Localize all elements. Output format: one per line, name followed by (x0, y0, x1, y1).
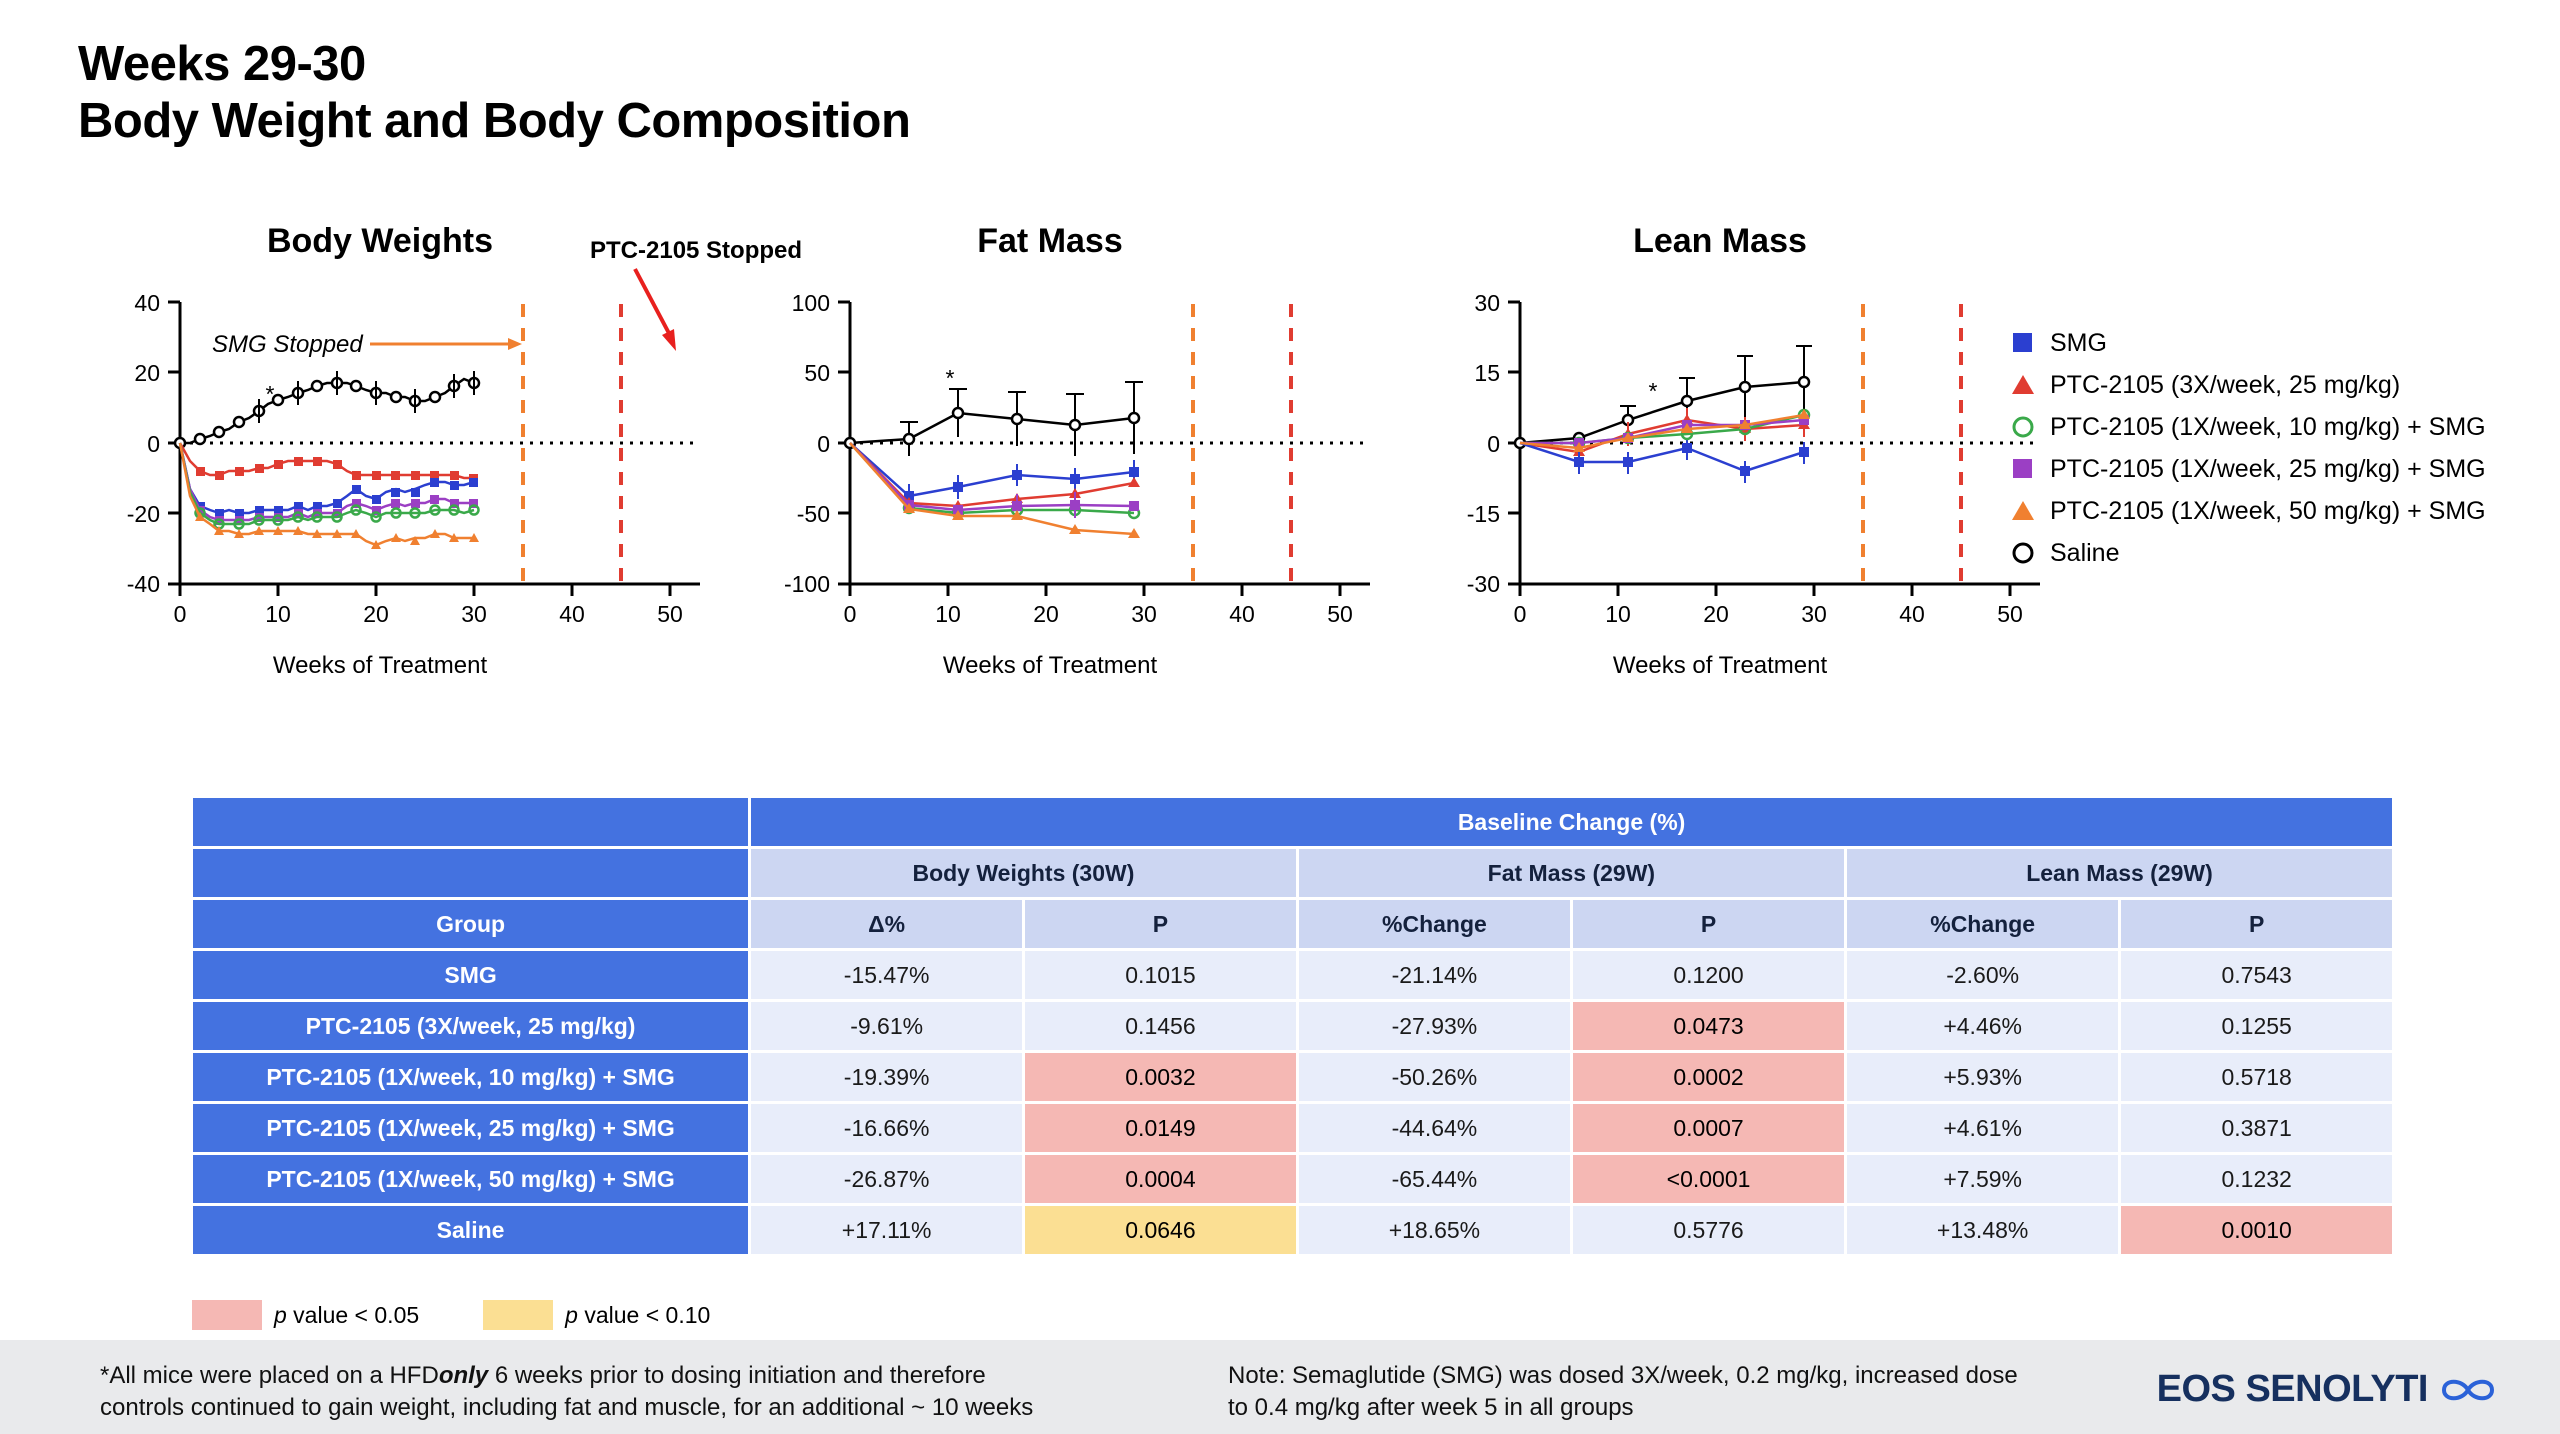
ptc-stopped-arrow (600, 265, 720, 355)
table-row-subheader (193, 900, 2392, 948)
svg-text:0: 0 (173, 601, 187, 627)
table-subheader: P (2121, 900, 2392, 948)
table-cell: 0.3871 (2121, 1104, 2392, 1152)
significance-asterisk: * (1648, 378, 1658, 404)
table-cell: 0.1232 (2121, 1155, 2392, 1203)
svg-text:-40: -40 (126, 571, 160, 597)
table-row (193, 1002, 2392, 1050)
table-row (193, 1155, 2392, 1203)
legend-label: SMG (2050, 328, 2107, 357)
table-cell: +7.59% (1847, 1155, 2118, 1203)
table-row-group: PTC-2105 (1X/week, 10 mg/kg) + SMG (193, 1053, 748, 1101)
table-cell: 0.0473 (1573, 1002, 1844, 1050)
results-table (190, 795, 2395, 1257)
svg-text:50: 50 (1327, 601, 1353, 627)
ptc-stopped-label: PTC-2105 Stopped (590, 237, 803, 264)
legend-label: PTC-2105 (1X/week, 25 mg/kg) + SMG (2050, 454, 2486, 483)
footnote-right-part2: to 0.4 mg/kg after week 5 in all groups (1228, 1393, 1634, 1421)
table-cell: 0.7543 (2121, 951, 2392, 999)
svg-text:-15: -15 (1466, 501, 1500, 527)
table-cell: 0.0002 (1573, 1053, 1844, 1101)
title-line-2: Body Weight and Body Composition (78, 93, 911, 148)
legend-item-smg[interactable] (2000, 330, 2486, 356)
legend-marker-square-icon (2000, 456, 2046, 482)
svg-text:-30: -30 (1466, 571, 1500, 597)
x-axis-label-fat-mass: Weeks of Treatment (942, 652, 1158, 679)
svg-text:50: 50 (804, 360, 830, 386)
p-legend-text: value < 0.10 (577, 1301, 711, 1328)
svg-text:-50: -50 (796, 501, 830, 527)
svg-text:50: 50 (1997, 601, 2023, 627)
svg-text:-100: -100 (783, 571, 830, 597)
chart-legend (2000, 330, 2486, 582)
svg-text:10: 10 (1605, 601, 1631, 627)
table-cell: +5.93% (1847, 1053, 2118, 1101)
p-value-legend (192, 1300, 760, 1330)
svg-text:-20: -20 (126, 501, 160, 527)
significance-asterisk: * (265, 381, 275, 407)
svg-text:0: 0 (817, 431, 830, 457)
legend-marker-triangle-icon (2000, 498, 2046, 524)
legend-item-ptc-1x-25[interactable] (2000, 456, 2486, 482)
table-subheader: Δ% (751, 900, 1022, 948)
table-cell: -27.93% (1299, 1002, 1570, 1050)
table-cell: -65.44% (1299, 1155, 1570, 1203)
title-line-1: Weeks 29-30 (78, 37, 366, 91)
legend-item-ptc-3x-25[interactable] (2000, 372, 2486, 398)
p-legend-item-010 (483, 1300, 710, 1330)
footnote-left-emphasis: only (438, 1362, 489, 1389)
svg-text:100: 100 (791, 290, 830, 316)
legend-label: Saline (2050, 538, 2120, 567)
table-row (193, 951, 2392, 999)
table-cell: 0.0004 (1025, 1155, 1296, 1203)
brand-text: EOS SENOLYTI (2156, 1368, 2428, 1410)
table-cell: 0.5776 (1573, 1206, 1844, 1254)
svg-text:20: 20 (134, 360, 160, 386)
p-legend-text: value < 0.05 (286, 1301, 420, 1328)
table-row-group: PTC-2105 (3X/week, 25 mg/kg) (193, 1002, 748, 1050)
table-row-group: PTC-2105 (1X/week, 25 mg/kg) + SMG (193, 1104, 748, 1152)
svg-text:20: 20 (1033, 601, 1059, 627)
p-legend-label (274, 1302, 419, 1329)
table-row (193, 1053, 2392, 1101)
legend-marker-square-icon (2000, 330, 2046, 356)
table-row-group: SMG (193, 951, 748, 999)
table-cell: 0.0007 (1573, 1104, 1844, 1152)
legend-marker-circle-icon (2000, 414, 2046, 440)
svg-text:0: 0 (147, 431, 160, 457)
table-cell: 0.0010 (2121, 1206, 2392, 1254)
svg-text:50: 50 (657, 601, 683, 627)
table-cell: +4.46% (1847, 1002, 2118, 1050)
table-cell: -21.14% (1299, 951, 1570, 999)
table-subheader: %Change (1847, 900, 2118, 948)
p-italic: p (274, 1301, 287, 1328)
p-legend-swatch-yellow (483, 1300, 553, 1330)
svg-text:30: 30 (461, 601, 487, 627)
table-row-top-header (193, 798, 2392, 846)
table-cell: 0.1015 (1025, 951, 1296, 999)
legend-item-saline[interactable] (2000, 540, 2486, 566)
table-row-group: PTC-2105 (1X/week, 50 mg/kg) + SMG (193, 1155, 748, 1203)
footnote-right (1228, 1360, 2168, 1423)
table-section-lean-mass: Lean Mass (29W) (1847, 849, 2392, 897)
svg-text:20: 20 (1703, 601, 1729, 627)
legend-label: PTC-2105 (3X/week, 25 mg/kg) (2050, 370, 2401, 399)
brand-logo (2157, 1368, 2498, 1411)
table-blank-cell (193, 849, 748, 897)
table-cell: 0.0032 (1025, 1053, 1296, 1101)
legend-item-ptc-1x-50[interactable] (2000, 498, 2486, 524)
table-cell: -15.47% (751, 951, 1022, 999)
table-cell: +17.11% (751, 1206, 1022, 1254)
table-cell: 0.5718 (2121, 1053, 2392, 1101)
footnote-left (100, 1360, 1180, 1423)
svg-text:40: 40 (1899, 601, 1925, 627)
footnote-left-part1: *All mice were placed on a HFD (100, 1362, 439, 1389)
legend-item-ptc-1x-10[interactable] (2000, 414, 2486, 440)
svg-text:0: 0 (843, 601, 857, 627)
p-italic: p (565, 1301, 578, 1328)
p-legend-label (565, 1302, 710, 1329)
table-cell: +4.61% (1847, 1104, 2118, 1152)
x-axis-label-lean-mass: Weeks of Treatment (1612, 652, 1828, 679)
table-cell: 0.0646 (1025, 1206, 1296, 1254)
table-cell: -19.39% (751, 1053, 1022, 1101)
table-cell: +18.65% (1299, 1206, 1570, 1254)
x-axis-label-body-weights: Weeks of Treatment (272, 652, 488, 679)
table-subheader: P (1573, 900, 1844, 948)
table-row-group: Saline (193, 1206, 748, 1254)
smg-stopped-label: SMG Stopped (212, 331, 363, 358)
table-cell: 0.1255 (2121, 1002, 2392, 1050)
svg-text:40: 40 (559, 601, 585, 627)
table-group-col-header: Group (193, 900, 748, 948)
svg-text:30: 30 (1474, 290, 1500, 316)
p-legend-item-005 (192, 1300, 419, 1330)
p-legend-swatch-pink (192, 1300, 262, 1330)
table-subheader: %Change (1299, 900, 1570, 948)
table-cell: -26.87% (751, 1155, 1022, 1203)
svg-text:10: 10 (935, 601, 961, 627)
table-row (193, 1104, 2392, 1152)
svg-text:0: 0 (1513, 601, 1527, 627)
svg-text:40: 40 (134, 290, 160, 316)
page-title (78, 36, 910, 150)
table-cell: -44.64% (1299, 1104, 1570, 1152)
table-cell: 0.1456 (1025, 1002, 1296, 1050)
svg-text:15: 15 (1474, 360, 1500, 386)
legend-label: PTC-2105 (1X/week, 10 mg/kg) + SMG (2050, 412, 2486, 441)
svg-text:20: 20 (363, 601, 389, 627)
table-cell: +13.48% (1847, 1206, 2118, 1254)
chart-title-body-weights: Body Weights (266, 222, 494, 260)
footnote-left-part2: 6 weeks prior to dosing initiation and therefore (488, 1362, 986, 1389)
chart-title-lean-mass: Lean Mass (1633, 222, 1807, 260)
svg-text:0: 0 (1487, 431, 1500, 457)
significance-asterisk: * (945, 365, 955, 391)
table-row-section-header (193, 849, 2392, 897)
table-subheader: P (1025, 900, 1296, 948)
svg-text:30: 30 (1801, 601, 1827, 627)
brand-infinity-icon (2438, 1369, 2498, 1411)
legend-label: PTC-2105 (1X/week, 50 mg/kg) + SMG (2050, 496, 2486, 525)
svg-text:40: 40 (1229, 601, 1255, 627)
footnote-right-part1: Note: Semaglutide (SMG) was dosed 3X/week, 0.2 mg/kg, increased dose (1228, 1362, 2018, 1389)
legend-marker-circle-icon (2000, 540, 2046, 566)
table-cell: 0.0149 (1025, 1104, 1296, 1152)
table-cell: -9.61% (751, 1002, 1022, 1050)
chart-title-fat-mass: Fat Mass (977, 222, 1123, 260)
table-row (193, 1206, 2392, 1254)
table-cell: -16.66% (751, 1104, 1022, 1152)
table-top-header: Baseline Change (%) (751, 798, 2392, 846)
svg-text:30: 30 (1131, 601, 1157, 627)
table-cell: <0.0001 (1573, 1155, 1844, 1203)
table-section-fat-mass: Fat Mass (29W) (1299, 849, 1844, 897)
plot-area-fat-mass (730, 290, 1370, 627)
legend-marker-triangle-icon (2000, 372, 2046, 398)
footnote-left-part3: controls continued to gain weight, including fat and muscle, for an additional ~ 10 weeks (100, 1393, 1034, 1421)
table-section-body-weights: Body Weights (30W) (751, 849, 1296, 897)
table-corner-cell (193, 798, 748, 846)
svg-text:10: 10 (265, 601, 291, 627)
table-cell: 0.1200 (1573, 951, 1844, 999)
plot-area-lean-mass (1400, 290, 2040, 627)
table-cell: -50.26% (1299, 1053, 1570, 1101)
table-cell: -2.60% (1847, 951, 2118, 999)
